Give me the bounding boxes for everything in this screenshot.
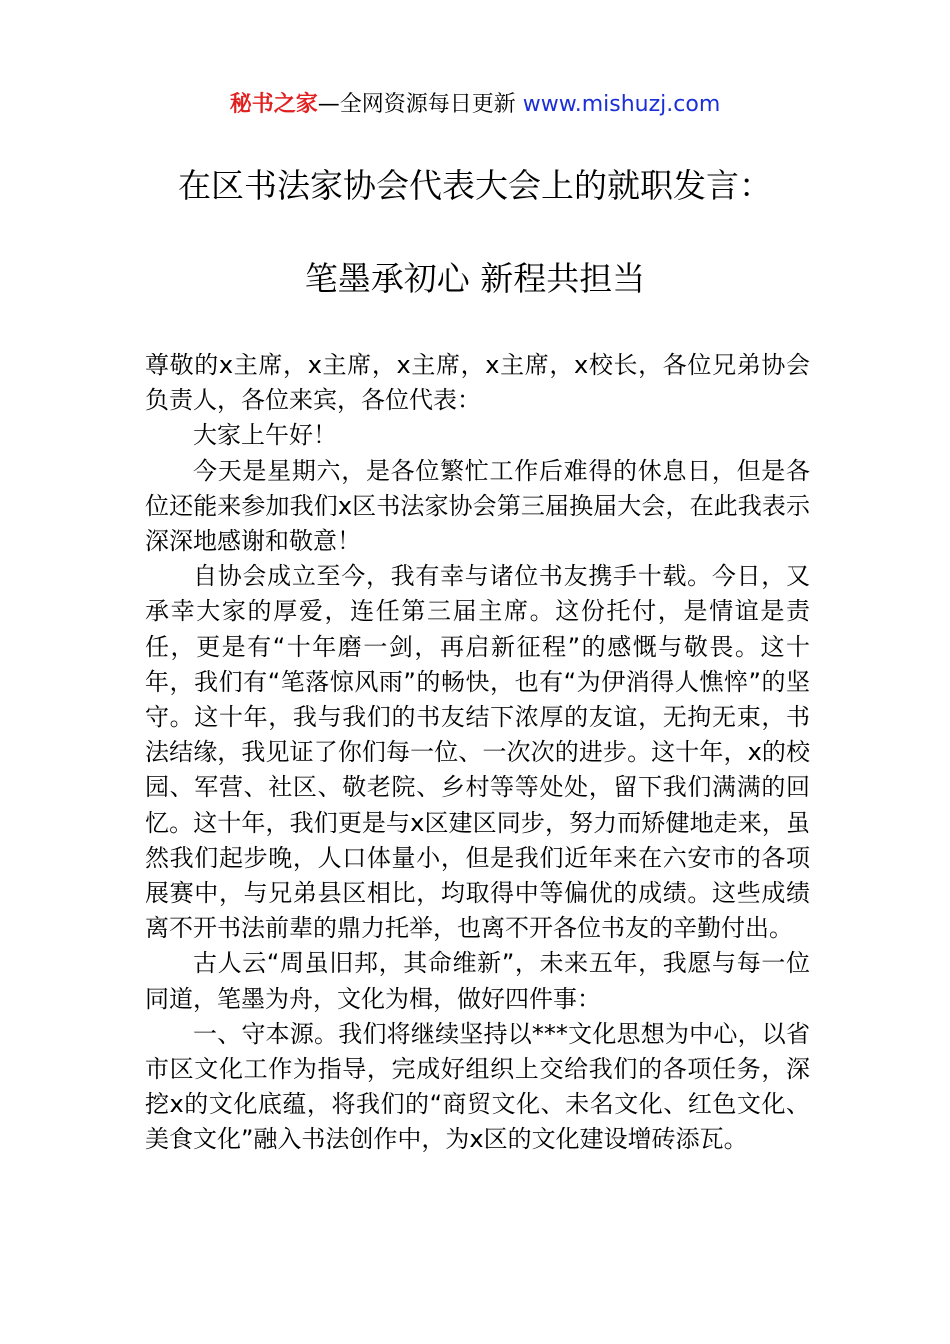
brand-name: 秘书之家 [229,92,318,117]
body-paragraph: 古人云“周虽旧邦，其命维新”，未来五年，我愿与每一位同道，笔墨为舟，文化为楫，做好四件事： [145,949,810,1013]
site-url-link[interactable]: www.mishuzj.com [522,92,721,117]
body-paragraph: 一、守本源。我们将继续坚持以***文化思想为中心，以省市区文化工作为指导，完成好组织上交给我们的各项任务，深挖x的文化底蕴，将我们的“商贸文化、未名文化、红色文化、美食文化”融入书法创作中，为x区的文化建设增砖添瓦。 [145,1019,810,1154]
document-body [145,348,810,1158]
body-paragraph: 自协会成立至今，我有幸与诸位书友携手十载。今日，又承幸大家的厚爱，连任第三届主席。这份托付，是情谊是责任，更是有“十年磨一剑，再启新征程”的感慨与敬畏。这十年，我们有“笔落惊风雨”的畅快，也有“为伊消得人憔悴”的坚守。这十年，我与我们的书友结下浓厚的友谊，无拘无束，书法结缘，我见证了你们每一位、一次次的进步。这十年，x的校园、军营、社区、敬老院、乡村等等处处，留下我们满满的回忆。这十年，我们更是与x区建区同步，努力而矫健地走来，虽然我们起步晚，人口体量小，但是我们近年来在六安市的各项展赛中，与兄弟县区相比，均取得中等偏优的成绩。这些成绩离不开书法前辈的鼎力托举，也离不开各位书友的辛勤付出。 [145,562,810,943]
site-tagline: —全网资源每日更新 [317,92,523,117]
site-header [0,88,950,122]
greeting-paragraph: 大家上午好！ [193,421,337,450]
document-title-line-1: 在区书法家协会代表大会上的就职发言： [178,166,772,205]
salutation-paragraph: 尊敬的x主席，x主席，x主席，x主席，x校长，各位兄弟协会负责人，各位来宾，各位代表： [145,351,810,415]
body-paragraph: 今天是星期六，是各位繁忙工作后难得的休息日，但是各位还能来参加我们x区书法家协会第三届换届大会，在此我表示深深地感谢和敬意！ [145,456,810,556]
document-title-line-2: 笔墨承初心 新程共担当 [304,259,646,298]
